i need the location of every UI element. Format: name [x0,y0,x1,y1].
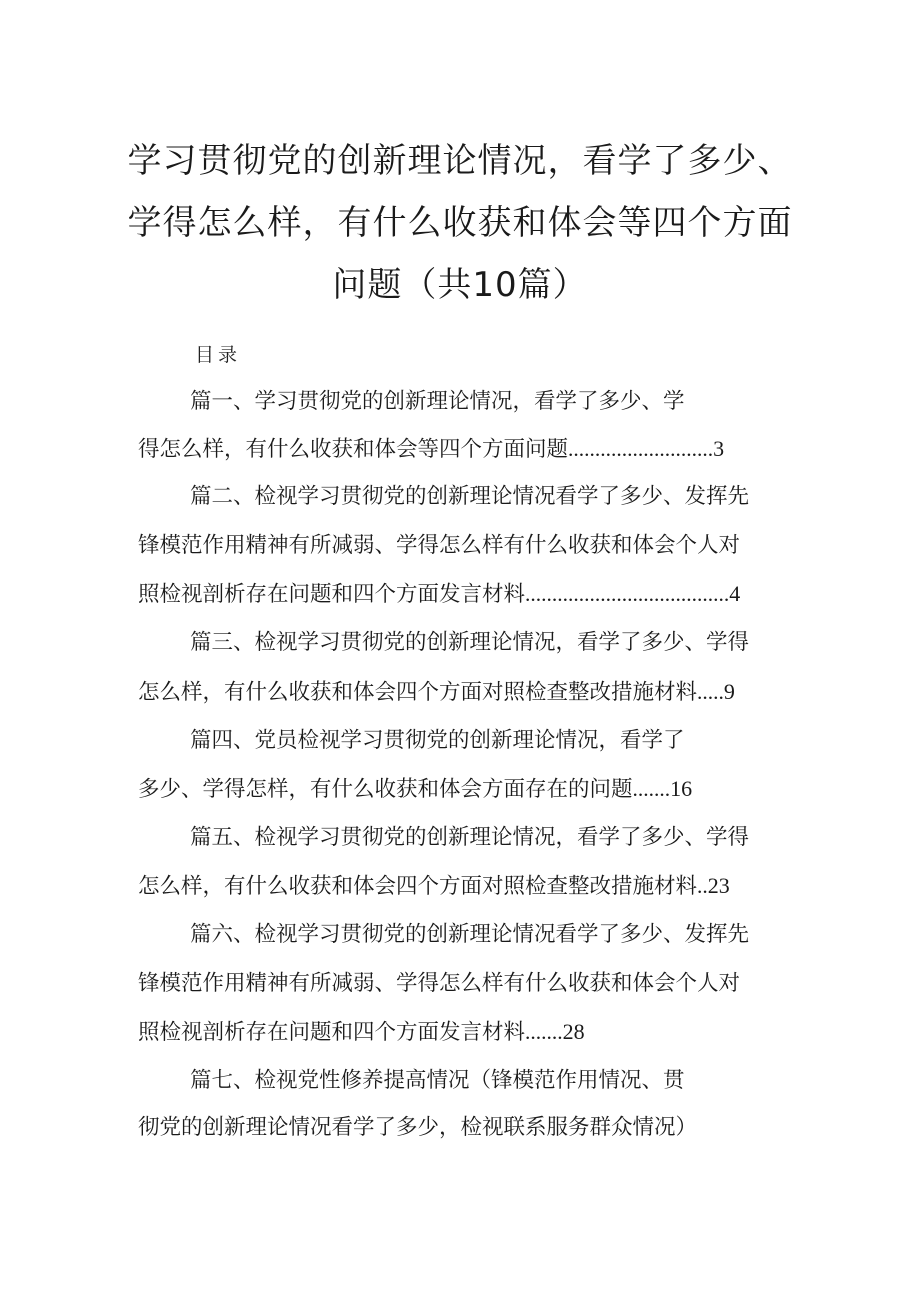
toc-entry-4-leader: ....... [632,777,671,801]
toc-entry-3-leader: ..... [697,680,724,704]
toc-entry-2-line-2[interactable]: 锋模范作用精神有所减弱、学得怎么样有什么收获和体会个人对 [138,533,741,558]
toc-entry-1-line-2[interactable] [138,434,724,464]
toc-entry-5-line-2[interactable] [138,871,730,901]
toc-entry-1-line-1[interactable]: 篇一、学习贯彻党的创新理论情况，看学了多少、学 [190,389,685,414]
toc-entry-6-line-3[interactable] [138,1017,585,1047]
toc-entry-6-line-1[interactable]: 篇六、检视学习贯彻党的创新理论情况看学了多少、发挥先 [190,922,750,947]
toc-entry-3-text: 怎么样，有什么收获和体会四个方面对照检查整改措施材料 [138,680,698,705]
toc-entry-3-page: 9 [723,679,735,704]
title-line-3: 问题（共10篇） [332,265,588,305]
toc-entry-2-line-3[interactable] [138,579,740,609]
toc-entry-7-line-2[interactable]: 彻党的创新理论情况看学了多少，检视联系服务群众情况） [138,1115,698,1140]
toc-entry-2-leader: ...................................... [525,582,730,606]
toc-entry-5-text: 怎么样，有什么收获和体会四个方面对照检查整改措施材料 [138,874,698,899]
toc-entry-2-page: 4 [729,581,741,606]
toc-entry-6-line-2[interactable]: 锋模范作用精神有所减弱、学得怎么样有什么收获和体会个人对 [138,971,741,996]
toc-entry-3-line-1[interactable]: 篇三、检视学习贯彻党的创新理论情况，看学了多少、学得 [190,630,750,655]
toc-entry-5-line-1[interactable]: 篇五、检视学习贯彻党的创新理论情况，看学了多少、学得 [190,825,750,850]
toc-entry-6-text: 照检视剖析存在问题和四个方面发言材料 [138,1020,526,1045]
document-title [0,130,920,316]
toc-entry-4-page: 16 [670,776,693,801]
toc-entry-2-text: 照检视剖析存在问题和四个方面发言材料 [138,582,526,607]
title-line-1: 学习贯彻党的创新理论情况，看学了多少、 [127,141,793,181]
toc-entry-7-line-1[interactable]: 篇七、检视党性修养提高情况（锋模范作用情况、贯 [190,1068,685,1093]
toc-entry-5-page: 23 [707,873,730,898]
toc-entry-2-line-1[interactable]: 篇二、检视学习贯彻党的创新理论情况看学了多少、发挥先 [190,484,750,509]
toc-entry-4-line-1[interactable]: 篇四、党员检视学习贯彻党的创新理论情况，看学了 [190,728,685,753]
toc-entry-1-text: 得怎么样，有什么收获和体会等四个方面问题 [138,437,569,462]
toc-heading: 目录 [195,344,242,366]
toc-entry-1-leader: ........................... [568,437,714,461]
toc-entry-4-line-2[interactable] [138,774,692,804]
toc-entry-5-leader: .. [697,874,708,898]
toc-entry-6-leader: ....... [525,1020,563,1044]
toc-entry-1-page: 3 [713,436,725,461]
title-line-2: 学得怎么样，有什么收获和体会等四个方面 [127,203,793,243]
toc-entry-6-page: 28 [562,1019,585,1044]
toc-entry-4-text: 多少、学得怎样，有什么收获和体会方面存在的问题 [138,777,633,802]
toc-entry-3-line-2[interactable] [138,677,735,707]
